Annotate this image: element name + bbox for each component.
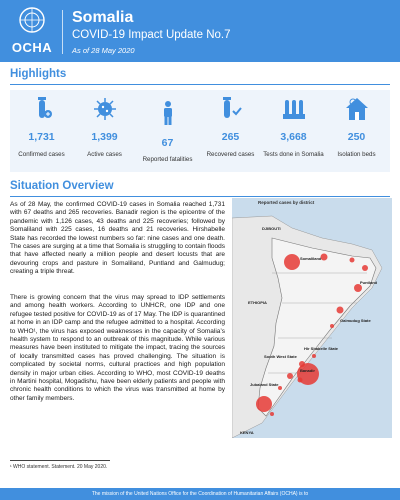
report-title: COVID-19 Impact Update No.7 — [72, 29, 231, 41]
highlight-label: Isolation beds — [337, 151, 376, 158]
footer-text: The mission of the United Nations Office for the Coordination of Humanitarian Affairs (OCHA) is to — [91, 491, 309, 497]
map-label-southwest: South West State — [264, 354, 297, 359]
map-label-jubaland: Jubaland State — [250, 382, 279, 387]
country-title: Somalia — [72, 9, 134, 26]
report-date: As of 28 May 2020 — [72, 46, 135, 55]
highlight-value: 265 — [221, 131, 240, 143]
test-kit-icon — [282, 96, 306, 122]
highlight-isolation — [325, 90, 388, 172]
highlight-confirmed — [10, 90, 73, 172]
highlight-value: 1,399 — [91, 131, 118, 143]
highlight-label: Tests done in Somalia — [263, 151, 324, 158]
highlights-heading: Highlights — [10, 68, 67, 80]
map-label-kenya: KENYA — [240, 430, 254, 435]
highlights-rule — [10, 84, 390, 85]
map-label-galmudug: Galmudug State — [340, 318, 371, 323]
header-banner — [0, 0, 400, 62]
un-emblem-icon — [18, 6, 46, 34]
highlight-active — [73, 90, 136, 172]
footnote-rule — [10, 460, 110, 461]
highlight-value: 1,731 — [28, 131, 55, 143]
situation-rule — [10, 196, 390, 197]
situation-paragraph-1: As of 28 May, the confirmed COVID-19 cases in Somalia reached 1,731 with 67 deaths and 265 recoveries. Banadir region is the epicentre of the pandemic with 1,126 cases, 43 deaths and 225 recoveries; followed by Somaliland with 225 cases, 16 deaths and 21 recoveries. Hirshabelle State has recorded the lowest numbers so far: nine cases and one death. The cases are surging at a time that Somalia is struggling to contain floods that have affected nearly a million people and desert locusts that are devouring crops and pasture in Somaliland, Puntland and Galmudug; creating a triple threat. — [10, 201, 225, 276]
person-icon — [156, 100, 180, 126]
map-label-ethiopia: ETHIOPIA — [248, 300, 267, 305]
header-divider — [62, 10, 63, 54]
highlight-value: 67 — [161, 137, 174, 149]
house-icon — [345, 96, 369, 122]
map-label-puntland: Puntland — [360, 280, 378, 285]
highlight-label: Confirmed cases — [18, 151, 65, 158]
situation-paragraph-2: There is growing concern that the virus may spread to IDP settlements and among health workers. According to UNHCR, one IDP and one refugee tested positive for COVID-19 as of 17 May. The IDP is quarantined at home in an IDP camp and the refugee admitted to a hospital. According to WHO¹, the virus has exposed weaknesses in the capacity of Somalia’s health system to respond to an outbreak of this magnitude. While various measures have been instituted to mitigate the impact, tracing the sources of locally transmitted cases has proved challenging. The situation is complicated by societal norms, cultural practices and high population density in major urban cities. According to WHO, most COVID-19 deaths in Martini hospital, Mogadishu, have been elderly patients and people with chronic health conditions to which the virus was transmitted at home by other family members. — [10, 294, 225, 402]
highlight-value: 250 — [347, 131, 366, 143]
highlight-value: 3,668 — [280, 131, 307, 143]
logo-text: OCHA — [11, 40, 53, 55]
footer-banner — [0, 488, 400, 500]
highlight-tests — [262, 90, 325, 172]
map-label-somaliland: Somaliland — [300, 256, 322, 261]
highlight-label: Recovered cases — [206, 151, 255, 158]
highlight-label: Active cases — [87, 151, 122, 158]
ocha-logo — [6, 6, 56, 58]
test-tube-check-icon — [219, 96, 243, 122]
footnote: ¹ WHO statement. Statement. 20 May 2020. — [10, 464, 108, 470]
highlight-recovered — [199, 90, 262, 172]
highlight-fatalities — [136, 90, 199, 172]
highlights-panel — [10, 90, 390, 172]
map-label-banadir: Banadir — [300, 368, 315, 373]
map-caption: Reported cases by district — [258, 200, 315, 205]
test-tube-icon — [30, 96, 54, 122]
map-label-djibouti: DJIBOUTI — [262, 226, 281, 231]
situation-heading: Situation Overview — [10, 180, 114, 192]
highlight-label: Reported fatalities — [142, 156, 193, 163]
virus-icon — [93, 96, 117, 122]
map-label-hirshabelle: Hir Shabelle State — [304, 346, 339, 351]
